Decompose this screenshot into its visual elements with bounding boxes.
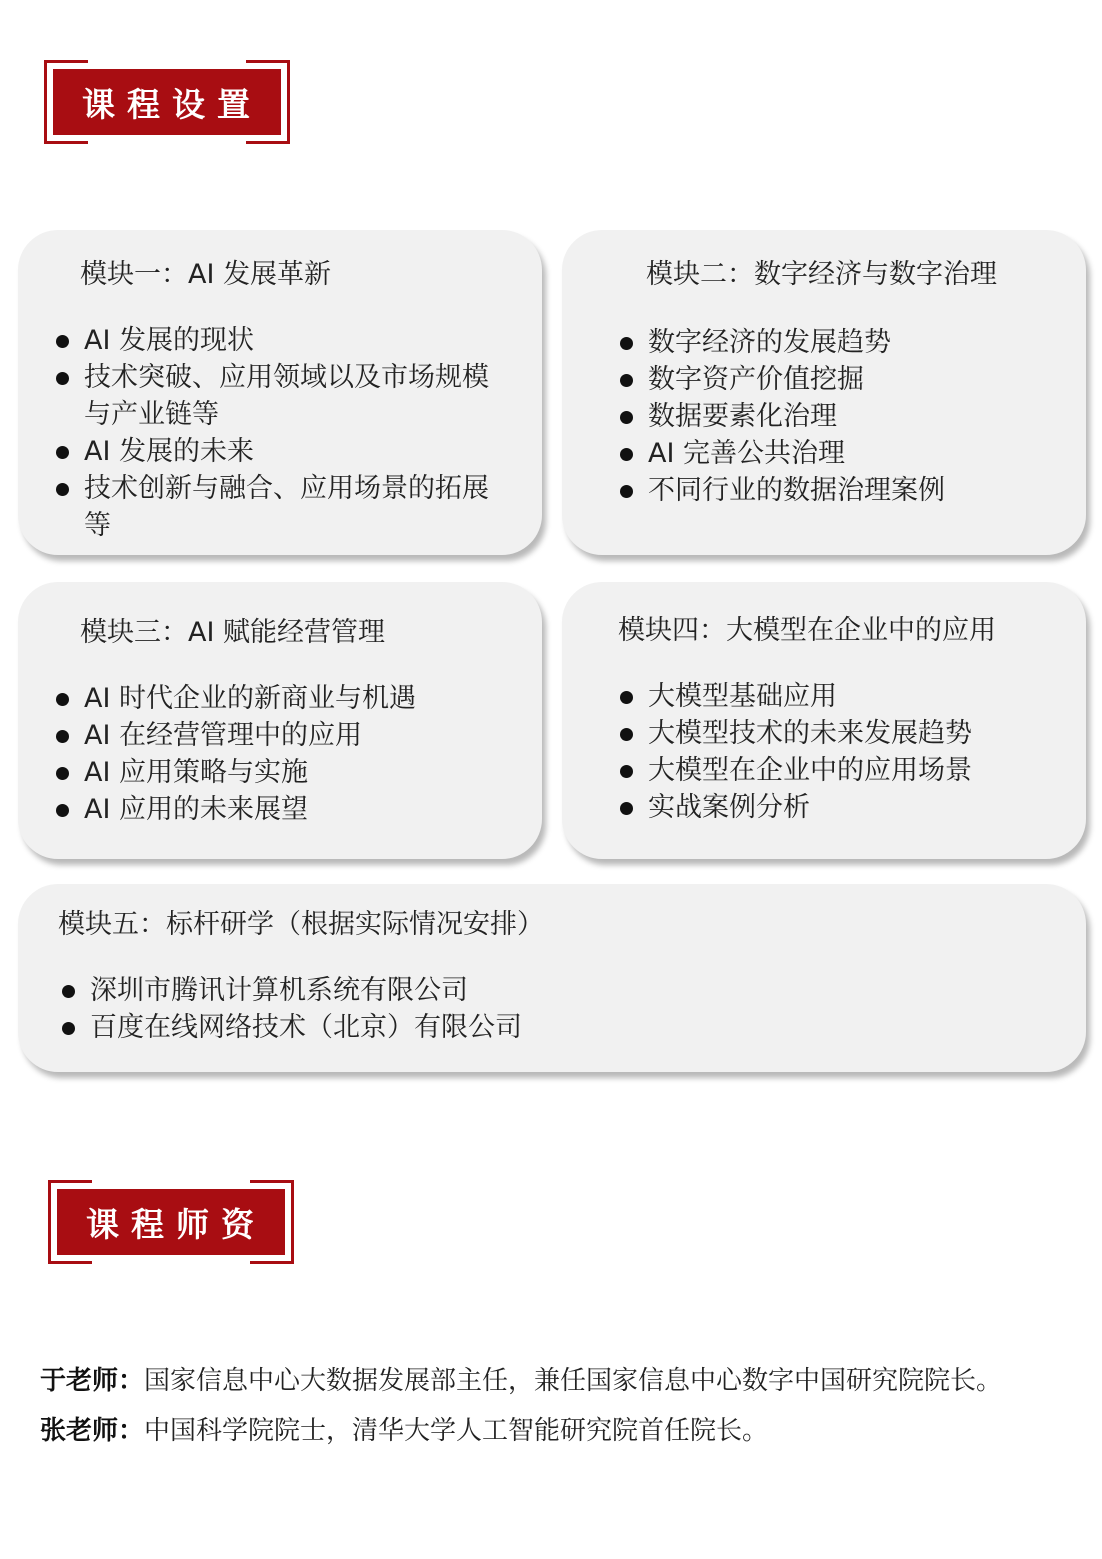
module-title: 模块四：大模型在企业中的应用 [618, 615, 996, 646]
list-item: AI 在经营管理中的应用 [54, 717, 524, 754]
module-card-4 [562, 582, 1086, 859]
list-item: 不同行业的数据治理案例 [618, 472, 1058, 509]
list-item: AI 应用策略与实施 [54, 754, 524, 791]
curriculum-section-header [44, 60, 290, 144]
list-item: 数据要素化治理 [618, 398, 1058, 435]
list-item: 大模型技术的未来发展趋势 [618, 715, 1058, 752]
teacher-name: 张老师： [40, 1416, 145, 1446]
module-items [54, 322, 494, 544]
teacher-entry [40, 1410, 768, 1447]
module-card-3 [18, 582, 542, 859]
module-items [54, 680, 524, 828]
module-title: 模块二：数字经济与数字治理 [646, 259, 997, 290]
list-item: 实战案例分析 [618, 789, 1058, 826]
module-title: 模块三：AI 赋能经营管理 [80, 617, 386, 648]
list-item: 数字经济的发展趋势 [618, 324, 1058, 361]
list-item: 大模型在企业中的应用场景 [618, 752, 1058, 789]
module-items [60, 972, 960, 1046]
module-card-5 [18, 884, 1086, 1072]
list-item: AI 应用的未来展望 [54, 791, 524, 828]
list-item: 技术突破、应用领域以及市场规模与产业链等 [54, 359, 494, 433]
teacher-name: 于老师： [40, 1366, 145, 1396]
list-item: AI 时代企业的新商业与机遇 [54, 680, 524, 717]
module-title: 模块一：AI 发展革新 [80, 259, 332, 290]
list-item: 百度在线网络技术（北京）有限公司 [60, 1009, 960, 1046]
module-card-1 [18, 230, 542, 555]
list-item: 深圳市腾讯计算机系统有限公司 [60, 972, 960, 1009]
teacher-desc: 国家信息中心大数据发展部主任，兼任国家信息中心数字中国研究院院长。 [144, 1366, 1003, 1396]
list-item: 数字资产价值挖掘 [618, 361, 1058, 398]
list-item: AI 完善公共治理 [618, 435, 1058, 472]
list-item: AI 发展的未来 [54, 433, 494, 470]
teacher-entry [40, 1360, 1002, 1397]
module-items [618, 678, 1058, 826]
list-item: 大模型基础应用 [618, 678, 1058, 715]
teacher-desc: 中国科学院院士，清华大学人工智能研究院首任院长。 [144, 1416, 769, 1446]
list-item: AI 发展的现状 [54, 322, 494, 359]
module-card-2 [562, 230, 1086, 555]
module-title: 模块五：标杆研学（根据实际情况安排） [58, 909, 544, 940]
list-item: 技术创新与融合、应用场景的拓展等 [54, 470, 494, 544]
curriculum-title: 课程设置 [53, 69, 281, 135]
module-items [618, 324, 1058, 509]
faculty-title: 课程师资 [57, 1189, 285, 1255]
faculty-section-header [48, 1180, 294, 1264]
